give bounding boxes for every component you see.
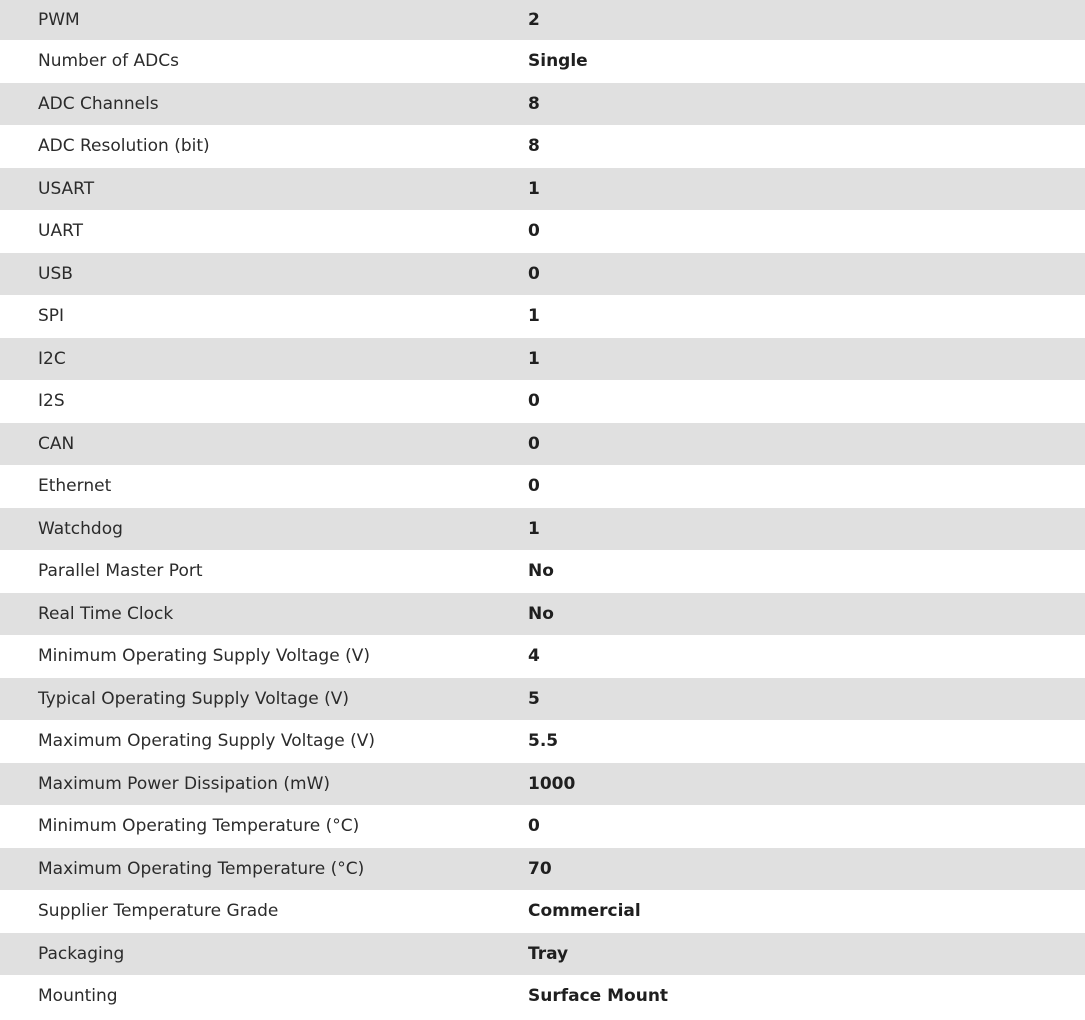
spec-name: Number of ADCs (38, 51, 179, 72)
spec-value: 0 (528, 476, 540, 497)
table-row (0, 168, 1085, 211)
table-row (0, 465, 1085, 508)
spec-value: No (528, 561, 554, 582)
spec-value: No (528, 603, 554, 624)
table-row (0, 593, 1085, 636)
spec-name: Minimum Operating Temperature (°C) (38, 816, 360, 837)
spec-value: Commercial (528, 901, 641, 922)
spec-name: I2C (38, 348, 66, 369)
spec-value: 0 (528, 816, 540, 837)
spec-name: Mounting (38, 986, 118, 1007)
spec-name: Packaging (38, 943, 125, 964)
table-row (0, 635, 1085, 678)
table-row (0, 975, 1085, 1018)
spec-value: 70 (528, 858, 552, 879)
spec-value: 5 (528, 688, 540, 709)
table-row (0, 848, 1085, 891)
spec-name: Maximum Power Dissipation (mW) (38, 773, 331, 794)
spec-name: UART (38, 221, 84, 242)
spec-name: Watchdog (38, 518, 123, 539)
table-row (0, 338, 1085, 381)
spec-name: USART (38, 178, 95, 199)
table-row (0, 678, 1085, 721)
table-row (0, 295, 1085, 338)
table-row (0, 805, 1085, 848)
spec-value: 0 (528, 263, 540, 284)
spec-name: CAN (38, 433, 75, 454)
spec-name: ADC Channels (38, 93, 159, 114)
spec-value: Tray (528, 943, 569, 964)
table-row (0, 763, 1085, 806)
spec-value: Single (528, 51, 588, 72)
spec-name: Maximum Operating Supply Voltage (V) (38, 731, 375, 752)
spec-value: 0 (528, 391, 540, 412)
spec-name: Maximum Operating Temperature (°C) (38, 858, 365, 879)
spec-name: ADC Resolution (bit) (38, 136, 210, 157)
spec-value: Surface Mount (528, 986, 669, 1007)
spec-name: USB (38, 263, 73, 284)
spec-name: Minimum Operating Supply Voltage (V) (38, 646, 370, 667)
table-row (0, 0, 1085, 40)
spec-value: 1 (528, 518, 540, 539)
spec-name: PWM (38, 10, 80, 30)
spec-value: 1 (528, 178, 540, 199)
table-row (0, 40, 1085, 83)
spec-value: 1000 (528, 773, 576, 794)
spec-value: 8 (528, 93, 540, 114)
table-row (0, 720, 1085, 763)
spec-value: 1 (528, 348, 540, 369)
spec-name: Supplier Temperature Grade (38, 901, 279, 922)
table-row (0, 550, 1085, 593)
spec-name: Typical Operating Supply Voltage (V) (38, 688, 349, 709)
table-row (0, 508, 1085, 551)
table-row (0, 423, 1085, 466)
table-row (0, 83, 1085, 126)
spec-value: 4 (528, 646, 540, 667)
spec-value: 0 (528, 221, 540, 242)
spec-name: Real Time Clock (38, 603, 174, 624)
table-row (0, 125, 1085, 168)
spec-value: 2 (528, 10, 540, 30)
spec-name: I2S (38, 391, 65, 412)
table-row (0, 890, 1085, 933)
spec-value: 5.5 (528, 731, 559, 752)
table-row (0, 933, 1085, 976)
table-row (0, 210, 1085, 253)
table-row (0, 253, 1085, 296)
spec-value: 8 (528, 136, 540, 157)
spec-value: 0 (528, 433, 540, 454)
spec-name: Ethernet (38, 476, 112, 497)
spec-name: Parallel Master Port (38, 561, 203, 582)
table-row (0, 380, 1085, 423)
spec-value: 1 (528, 306, 540, 327)
spec-name: SPI (38, 306, 65, 327)
